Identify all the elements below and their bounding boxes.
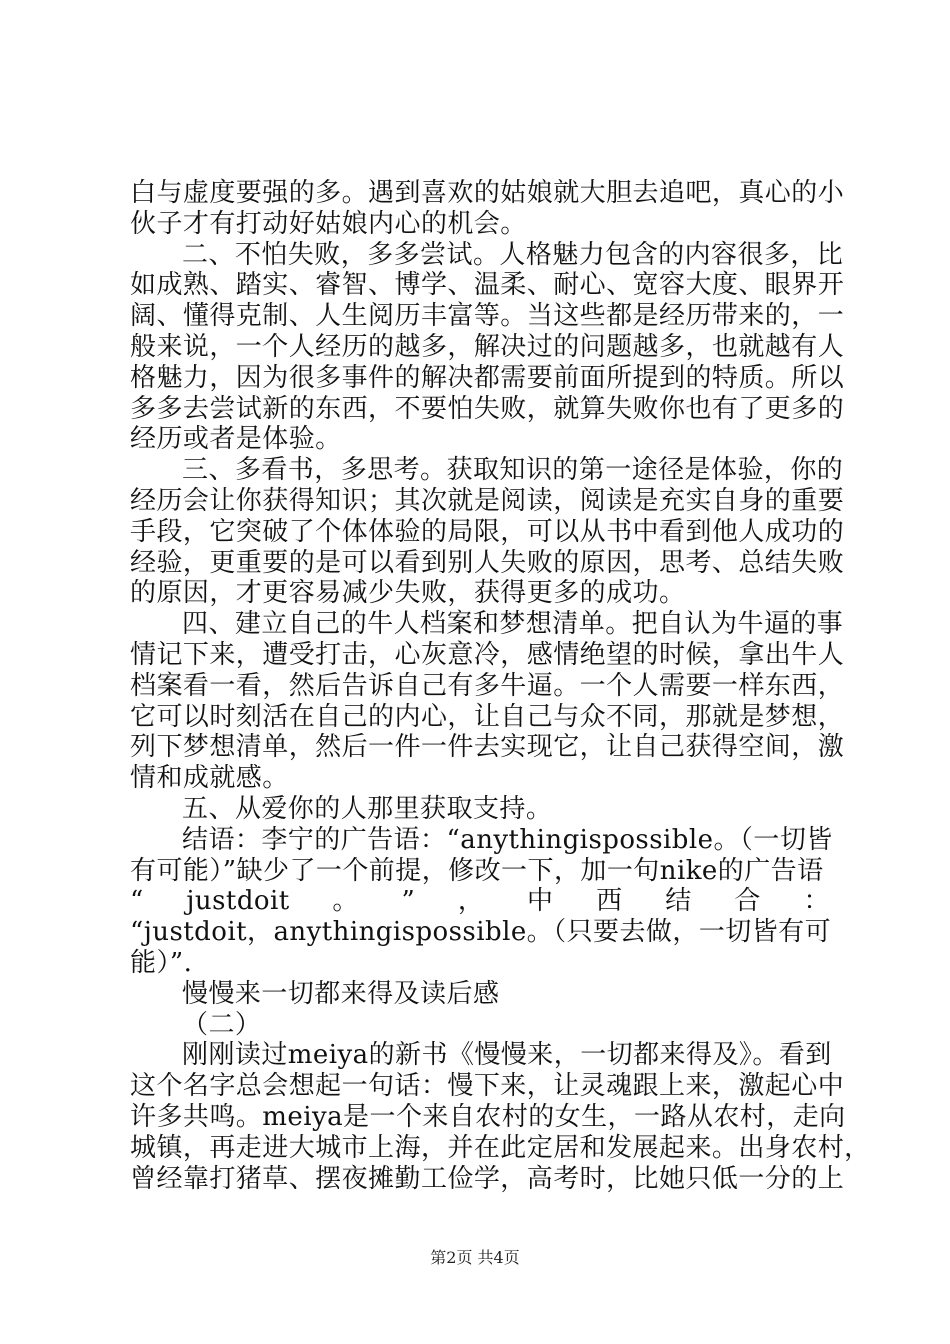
text-line: （二） [182, 1009, 262, 1040]
text-line: 五、从爱你的人那里获取支持。 [182, 793, 553, 824]
text-segment: ， [457, 886, 485, 917]
text-line: 能）”. [130, 947, 193, 978]
text-line: 有可能）”缺少了一个前提，修改一下，加一句nike的广告语 [130, 855, 824, 886]
text-line: 格魅力，因为很多事件的解决都需要前面所提到的特质。所以 [130, 362, 845, 393]
text-line: 三、多看书，多思考。获取知识的第一途径是体验，你的 [182, 455, 844, 486]
text-line: 般来说，一个人经历的越多，解决过的问题越多，也就越有人 [130, 331, 845, 362]
text-segment: 合 [734, 886, 761, 917]
text-line: “justdoit，anythingispossible。（只要去做，一切皆有可 [130, 917, 832, 948]
text-line: 经验，更重要的是可以看到别人失败的原因，思考、总结失败 [130, 547, 845, 578]
text-line: 结语：李宁的广告语：“anythingispossible。（一切皆 [182, 824, 833, 855]
text-line [130, 886, 830, 917]
text-line: 它可以时刻活在自己的内心，让自己与众不同，那就是梦想， [130, 701, 845, 732]
page-footer: 第2页 共4页 [430, 1248, 520, 1267]
text-line: 如成熟、踏实、睿智、博学、温柔、耐心、宽容大度、眼界开 [130, 270, 845, 301]
text-line: 曾经靠打猪草、摆夜摊勤工俭学，高考时，比她只低一分的上 [130, 1163, 845, 1194]
text-line: 情记下来，遭受打击，心灰意冷，感情绝望的时候，拿出牛人 [130, 639, 845, 670]
text-line: 许多共鸣。meiya是一个来自农村的女生，一路从农村，走向 [130, 1101, 846, 1132]
text-segment: ” [401, 886, 416, 917]
text-segment: justdoit [186, 886, 290, 917]
text-segment: 西 [596, 886, 623, 917]
text-line: 城镇，再走进大城市上海，并在此定居和发展起来。出身农村， [130, 1132, 871, 1163]
text-line: 档案看一看，然后告诉自己有多牛逼。一个人需要一样东西， [130, 670, 845, 701]
text-line: 多多去尝试新的东西，不要怕失败，就算失败你也有了更多的 [130, 393, 845, 424]
text-segment: 。 [332, 886, 359, 917]
text-line: 情和成就感。 [130, 763, 289, 794]
text-segment: “ [130, 886, 144, 917]
text-line: 的原因，才更容易减少失败，获得更多的成功。 [130, 578, 686, 609]
text-line: 刚刚读过meiya的新书《慢慢来，一切都来得及》。看到 [182, 1040, 832, 1071]
text-line: 这个名字总会想起一句话：慢下来，让灵魂跟上来，激起心中 [130, 1071, 845, 1102]
text-line: 白与虚度要强的多。遇到喜欢的姑娘就大胆去追吧，真心的小 [130, 178, 845, 208]
text-segment: 结 [665, 886, 692, 917]
text-line: 伙子才有打动好姑娘内心的机会。 [130, 208, 527, 239]
text-line: 经历或者是体验。 [130, 424, 342, 455]
text-segment: ： [803, 886, 830, 917]
text-line: 二、不怕失败，多多尝试。人格魅力包含的内容很多，比 [182, 239, 844, 270]
text-line: 慢慢来一切都来得及读后感 [182, 978, 500, 1009]
document-body [130, 178, 871, 1194]
text-line: 经历会让你获得知识；其次就是阅读，阅读是充实自身的重要 [130, 485, 845, 516]
text-segment: 中 [527, 886, 554, 917]
text-line: 手段，它突破了个体体验的局限，可以从书中看到他人成功的 [130, 516, 845, 547]
text-line: 四、建立自己的牛人档案和梦想清单。把自认为牛逼的事 [182, 609, 844, 640]
text-line: 阔、懂得克制、人生阅历丰富等。当这些都是经历带来的，一 [130, 301, 845, 332]
text-line: 列下梦想清单，然后一件一件去实现它，让自己获得空间，激 [130, 732, 845, 763]
